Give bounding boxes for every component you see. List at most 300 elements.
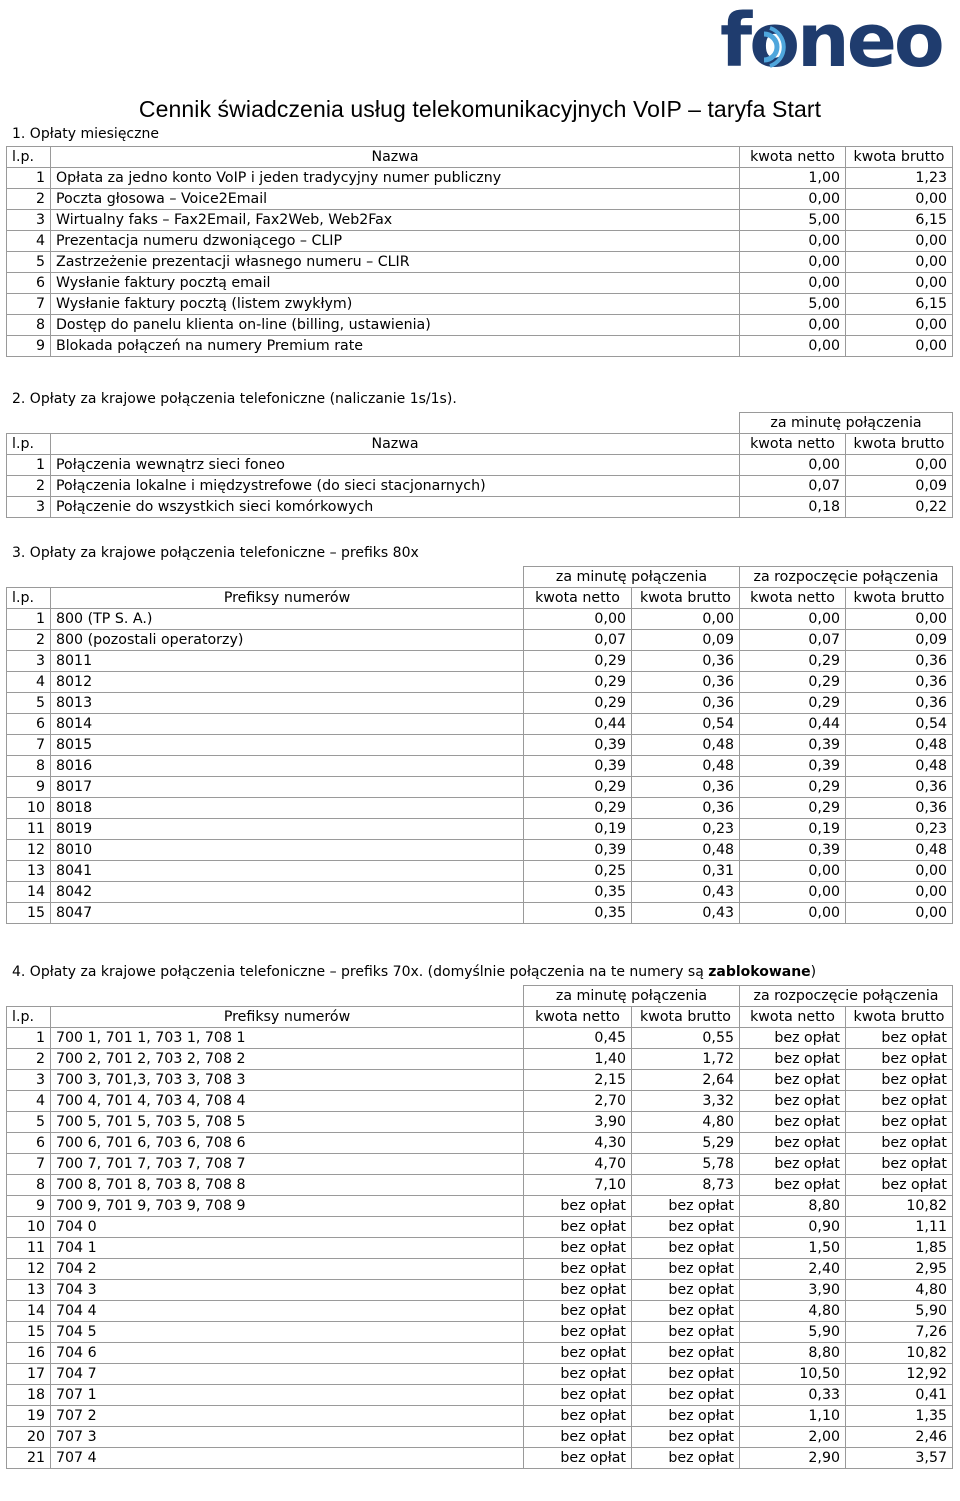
price-value: 10,82 bbox=[846, 1196, 953, 1217]
price-value: 0,29 bbox=[524, 693, 632, 714]
row-number: 9 bbox=[7, 336, 51, 357]
price-value: bez opłat bbox=[632, 1322, 740, 1343]
item-name: Prezentacja numeru dzwoniącego – CLIP bbox=[51, 231, 740, 252]
price-value: 1,40 bbox=[524, 1049, 632, 1070]
item-name: 704 1 bbox=[51, 1238, 524, 1259]
section-4-title bbox=[12, 964, 816, 980]
blank-cell bbox=[7, 986, 524, 1007]
row-number: 9 bbox=[7, 1196, 51, 1217]
column-header-row bbox=[7, 1007, 953, 1028]
item-name: 707 3 bbox=[51, 1427, 524, 1448]
table-row bbox=[7, 1049, 953, 1070]
table-row bbox=[7, 756, 953, 777]
row-number: 18 bbox=[7, 1385, 51, 1406]
prefix-70x-table bbox=[6, 985, 953, 1469]
price-value: bez opłat bbox=[632, 1217, 740, 1238]
price-value: 0,29 bbox=[740, 693, 846, 714]
price-value: 0,00 bbox=[740, 882, 846, 903]
section-1-title: 1. Opłaty miesięczne bbox=[12, 126, 159, 142]
section-4-title-bold: zablokowane bbox=[708, 964, 811, 980]
price-value: bez opłat bbox=[524, 1427, 632, 1448]
blank-cell bbox=[7, 413, 740, 434]
blank-cell bbox=[7, 567, 524, 588]
price-value: bez opłat bbox=[524, 1343, 632, 1364]
column-header: kwota brutto bbox=[846, 588, 953, 609]
table-row bbox=[7, 1112, 953, 1133]
price-value: 0,07 bbox=[524, 630, 632, 651]
row-number: 7 bbox=[7, 1154, 51, 1175]
item-name: 704 2 bbox=[51, 1259, 524, 1280]
row-number: 17 bbox=[7, 1364, 51, 1385]
item-name: 8042 bbox=[51, 882, 524, 903]
price-value: 0,39 bbox=[524, 735, 632, 756]
section-4-title-end: ) bbox=[810, 964, 817, 980]
row-number: 9 bbox=[7, 777, 51, 798]
price-value: bez opłat bbox=[524, 1364, 632, 1385]
price-value: 0,09 bbox=[632, 630, 740, 651]
price-value: 0,36 bbox=[632, 672, 740, 693]
price-value: bez opłat bbox=[740, 1070, 846, 1091]
price-value: 0,00 bbox=[846, 273, 953, 294]
domestic-calls-table bbox=[6, 412, 953, 518]
price-value: 0,36 bbox=[632, 651, 740, 672]
price-value: 0,29 bbox=[740, 798, 846, 819]
table-row bbox=[7, 1385, 953, 1406]
price-value: 0,29 bbox=[740, 672, 846, 693]
price-value: 0,48 bbox=[846, 840, 953, 861]
table-row bbox=[7, 861, 953, 882]
price-value: 0,43 bbox=[632, 903, 740, 924]
item-name: 8019 bbox=[51, 819, 524, 840]
row-number: 13 bbox=[7, 1280, 51, 1301]
table-row bbox=[7, 1343, 953, 1364]
price-value: 2,46 bbox=[846, 1427, 953, 1448]
item-name: Blokada połączeń na numery Premium rate bbox=[51, 336, 740, 357]
price-value: 0,19 bbox=[524, 819, 632, 840]
price-value: 0,00 bbox=[740, 315, 846, 336]
price-value: 0,36 bbox=[632, 777, 740, 798]
column-header: kwota netto bbox=[524, 1007, 632, 1028]
item-name: 704 3 bbox=[51, 1280, 524, 1301]
item-name: Opłata za jedno konto VoIP i jeden tradycyjny numer publiczny bbox=[51, 168, 740, 189]
price-value: 2,00 bbox=[740, 1427, 846, 1448]
item-name: 700 5, 701 5, 703 5, 708 5 bbox=[51, 1112, 524, 1133]
price-value: 0,35 bbox=[524, 903, 632, 924]
table-row bbox=[7, 1448, 953, 1469]
price-value: 0,29 bbox=[740, 777, 846, 798]
price-value: 0,55 bbox=[632, 1028, 740, 1049]
row-number: 10 bbox=[7, 798, 51, 819]
table-row bbox=[7, 1406, 953, 1427]
price-value: 5,00 bbox=[740, 294, 846, 315]
price-value: 0,39 bbox=[740, 735, 846, 756]
item-name: 8010 bbox=[51, 840, 524, 861]
item-name: 8016 bbox=[51, 756, 524, 777]
price-value: 1,00 bbox=[740, 168, 846, 189]
price-value: 0,09 bbox=[846, 630, 953, 651]
price-value: 0,00 bbox=[846, 252, 953, 273]
column-header-row bbox=[7, 588, 953, 609]
row-number: 6 bbox=[7, 714, 51, 735]
price-value: 0,07 bbox=[740, 630, 846, 651]
row-number: 20 bbox=[7, 1427, 51, 1448]
price-value: 0,31 bbox=[632, 861, 740, 882]
price-value: bez opłat bbox=[524, 1322, 632, 1343]
price-value: bez opłat bbox=[846, 1070, 953, 1091]
table-row bbox=[7, 777, 953, 798]
table-row bbox=[7, 1091, 953, 1112]
column-header: l.p. bbox=[7, 434, 51, 455]
group-header-row bbox=[7, 413, 953, 434]
price-value: 0,00 bbox=[846, 315, 953, 336]
item-name: 704 4 bbox=[51, 1301, 524, 1322]
price-value: 10,82 bbox=[846, 1343, 953, 1364]
row-number: 3 bbox=[7, 497, 51, 518]
price-value: 0,00 bbox=[846, 455, 953, 476]
price-value: 0,29 bbox=[524, 672, 632, 693]
column-header: Nazwa bbox=[51, 434, 740, 455]
group-header: za minutę połączenia bbox=[740, 413, 953, 434]
row-number: 6 bbox=[7, 273, 51, 294]
group-header-per-minute: za minutę połączenia bbox=[524, 986, 740, 1007]
price-value: 8,73 bbox=[632, 1175, 740, 1196]
price-value: 8,80 bbox=[740, 1343, 846, 1364]
column-header-row bbox=[7, 147, 953, 168]
price-value: bez opłat bbox=[740, 1175, 846, 1196]
price-value: bez opłat bbox=[740, 1133, 846, 1154]
price-value: bez opłat bbox=[740, 1049, 846, 1070]
price-value: bez opłat bbox=[846, 1133, 953, 1154]
price-value: 6,15 bbox=[846, 210, 953, 231]
price-value: 0,36 bbox=[846, 651, 953, 672]
table-row bbox=[7, 1154, 953, 1175]
price-value: 0,18 bbox=[740, 497, 846, 518]
price-value: 0,00 bbox=[740, 252, 846, 273]
price-value: 0,54 bbox=[632, 714, 740, 735]
price-value: 0,33 bbox=[740, 1385, 846, 1406]
price-value: 2,64 bbox=[632, 1070, 740, 1091]
row-number: 2 bbox=[7, 476, 51, 497]
price-value: bez opłat bbox=[740, 1028, 846, 1049]
price-value: 3,90 bbox=[524, 1112, 632, 1133]
price-value: 0,23 bbox=[846, 819, 953, 840]
table-row bbox=[7, 1364, 953, 1385]
row-number: 21 bbox=[7, 1448, 51, 1469]
column-header: kwota brutto bbox=[846, 147, 953, 168]
price-value: 2,90 bbox=[740, 1448, 846, 1469]
table-row bbox=[7, 1280, 953, 1301]
price-value: bez opłat bbox=[524, 1259, 632, 1280]
table-row bbox=[7, 1301, 953, 1322]
item-name: 8018 bbox=[51, 798, 524, 819]
item-name: 8017 bbox=[51, 777, 524, 798]
row-number: 2 bbox=[7, 1049, 51, 1070]
price-value: 5,90 bbox=[846, 1301, 953, 1322]
column-header: l.p. bbox=[7, 588, 51, 609]
column-header-row bbox=[7, 434, 953, 455]
item-name: 8041 bbox=[51, 861, 524, 882]
price-value: 0,48 bbox=[632, 840, 740, 861]
column-header: kwota netto bbox=[740, 147, 846, 168]
row-number: 1 bbox=[7, 1028, 51, 1049]
item-name: 800 (TP S. A.) bbox=[51, 609, 524, 630]
column-header: kwota netto bbox=[740, 434, 846, 455]
item-name: 700 7, 701 7, 703 7, 708 7 bbox=[51, 1154, 524, 1175]
price-value: bez opłat bbox=[632, 1301, 740, 1322]
row-number: 2 bbox=[7, 630, 51, 651]
price-value: bez opłat bbox=[632, 1427, 740, 1448]
column-header: kwota brutto bbox=[632, 1007, 740, 1028]
table-row bbox=[7, 903, 953, 924]
table-row bbox=[7, 455, 953, 476]
price-value: 0,00 bbox=[740, 189, 846, 210]
price-value: 0,41 bbox=[846, 1385, 953, 1406]
table-row bbox=[7, 168, 953, 189]
column-header: l.p. bbox=[7, 147, 51, 168]
item-name: Połączenia wewnątrz sieci foneo bbox=[51, 455, 740, 476]
column-header: kwota brutto bbox=[846, 1007, 953, 1028]
item-name: 700 8, 701 8, 703 8, 708 8 bbox=[51, 1175, 524, 1196]
item-name: Poczta głosowa – Voice2Email bbox=[51, 189, 740, 210]
price-value: 0,36 bbox=[846, 777, 953, 798]
price-value: bez opłat bbox=[632, 1238, 740, 1259]
table-row bbox=[7, 693, 953, 714]
table-row bbox=[7, 1217, 953, 1238]
column-header: kwota brutto bbox=[846, 434, 953, 455]
price-value: 0,90 bbox=[740, 1217, 846, 1238]
row-number: 15 bbox=[7, 903, 51, 924]
price-value: bez opłat bbox=[524, 1280, 632, 1301]
price-value: bez opłat bbox=[846, 1049, 953, 1070]
price-value: 0,29 bbox=[524, 651, 632, 672]
table-row bbox=[7, 1028, 953, 1049]
price-value: 0,44 bbox=[524, 714, 632, 735]
price-value: 10,50 bbox=[740, 1364, 846, 1385]
table-row bbox=[7, 1259, 953, 1280]
price-value: bez opłat bbox=[524, 1448, 632, 1469]
price-value: bez opłat bbox=[632, 1406, 740, 1427]
item-name: 8012 bbox=[51, 672, 524, 693]
item-name: Połączenie do wszystkich sieci komórkowych bbox=[51, 497, 740, 518]
table-row bbox=[7, 630, 953, 651]
price-value: 1,72 bbox=[632, 1049, 740, 1070]
price-value: 7,10 bbox=[524, 1175, 632, 1196]
price-value: 4,80 bbox=[632, 1112, 740, 1133]
price-value: 0,44 bbox=[740, 714, 846, 735]
foneo-logo bbox=[720, 4, 952, 72]
price-value: 0,39 bbox=[740, 840, 846, 861]
price-value: 0,39 bbox=[524, 756, 632, 777]
price-value: 0,48 bbox=[846, 735, 953, 756]
price-value: 0,00 bbox=[740, 861, 846, 882]
price-value: bez opłat bbox=[632, 1196, 740, 1217]
price-value: 4,80 bbox=[740, 1301, 846, 1322]
price-value: 4,30 bbox=[524, 1133, 632, 1154]
price-value: 0,00 bbox=[846, 189, 953, 210]
price-value: 0,36 bbox=[846, 672, 953, 693]
price-value: bez opłat bbox=[524, 1238, 632, 1259]
table-row bbox=[7, 1238, 953, 1259]
price-value: 0,29 bbox=[740, 651, 846, 672]
table-row bbox=[7, 1070, 953, 1091]
row-number: 4 bbox=[7, 672, 51, 693]
group-header-connection: za rozpoczęcie połączenia bbox=[740, 986, 953, 1007]
price-value: bez opłat bbox=[524, 1217, 632, 1238]
row-number: 19 bbox=[7, 1406, 51, 1427]
row-number: 4 bbox=[7, 1091, 51, 1112]
table-row bbox=[7, 1322, 953, 1343]
price-value: 0,00 bbox=[740, 336, 846, 357]
item-name: 707 2 bbox=[51, 1406, 524, 1427]
price-value: 5,00 bbox=[740, 210, 846, 231]
item-name: 700 2, 701 2, 703 2, 708 2 bbox=[51, 1049, 524, 1070]
price-value: bez opłat bbox=[846, 1175, 953, 1196]
item-name: 8047 bbox=[51, 903, 524, 924]
price-value: 0,09 bbox=[846, 476, 953, 497]
row-number: 16 bbox=[7, 1343, 51, 1364]
price-value: 0,07 bbox=[740, 476, 846, 497]
row-number: 1 bbox=[7, 168, 51, 189]
price-value: bez opłat bbox=[632, 1343, 740, 1364]
price-value: bez opłat bbox=[632, 1385, 740, 1406]
price-value: 5,90 bbox=[740, 1322, 846, 1343]
price-value: 0,22 bbox=[846, 497, 953, 518]
section-3-title: 3. Opłaty za krajowe połączenia telefoniczne – prefiks 80x bbox=[12, 545, 419, 561]
price-value: bez opłat bbox=[846, 1091, 953, 1112]
price-value: 3,57 bbox=[846, 1448, 953, 1469]
table-row bbox=[7, 1196, 953, 1217]
table-row bbox=[7, 476, 953, 497]
price-value: 1,10 bbox=[740, 1406, 846, 1427]
column-header: Nazwa bbox=[51, 147, 740, 168]
group-header-row bbox=[7, 567, 953, 588]
row-number: 6 bbox=[7, 1133, 51, 1154]
table-row bbox=[7, 840, 953, 861]
price-value: bez opłat bbox=[632, 1280, 740, 1301]
table-row bbox=[7, 231, 953, 252]
price-value: 6,15 bbox=[846, 294, 953, 315]
item-name: Wysłanie faktury pocztą (listem zwykłym) bbox=[51, 294, 740, 315]
price-value: bez opłat bbox=[740, 1154, 846, 1175]
table-row bbox=[7, 252, 953, 273]
table-row bbox=[7, 735, 953, 756]
row-number: 7 bbox=[7, 735, 51, 756]
item-name: 707 1 bbox=[51, 1385, 524, 1406]
item-name: 8014 bbox=[51, 714, 524, 735]
price-value: 1,50 bbox=[740, 1238, 846, 1259]
table-row bbox=[7, 497, 953, 518]
table-row bbox=[7, 336, 953, 357]
item-name: 704 5 bbox=[51, 1322, 524, 1343]
row-number: 2 bbox=[7, 189, 51, 210]
monthly-fees-table bbox=[6, 146, 953, 357]
group-header-connection: za rozpoczęcie połączenia bbox=[740, 567, 953, 588]
row-number: 3 bbox=[7, 651, 51, 672]
price-value: bez opłat bbox=[740, 1091, 846, 1112]
price-value: 0,00 bbox=[740, 231, 846, 252]
table-row bbox=[7, 714, 953, 735]
row-number: 12 bbox=[7, 840, 51, 861]
row-number: 1 bbox=[7, 609, 51, 630]
price-value: bez opłat bbox=[846, 1154, 953, 1175]
row-number: 5 bbox=[7, 693, 51, 714]
price-value: 0,00 bbox=[846, 231, 953, 252]
row-number: 15 bbox=[7, 1322, 51, 1343]
row-number: 5 bbox=[7, 1112, 51, 1133]
column-header: Prefiksy numerów bbox=[51, 1007, 524, 1028]
row-number: 4 bbox=[7, 231, 51, 252]
table-row bbox=[7, 651, 953, 672]
price-value: 5,78 bbox=[632, 1154, 740, 1175]
price-value: 0,00 bbox=[846, 609, 953, 630]
row-number: 14 bbox=[7, 882, 51, 903]
price-value: 0,00 bbox=[846, 336, 953, 357]
price-value: bez opłat bbox=[524, 1406, 632, 1427]
price-value: bez opłat bbox=[524, 1196, 632, 1217]
row-number: 12 bbox=[7, 1259, 51, 1280]
price-value: 0,29 bbox=[524, 798, 632, 819]
table-row bbox=[7, 1133, 953, 1154]
row-number: 13 bbox=[7, 861, 51, 882]
price-value: bez opłat bbox=[524, 1385, 632, 1406]
price-value: 0,00 bbox=[740, 903, 846, 924]
price-value: 0,39 bbox=[740, 756, 846, 777]
prefix-80x-table bbox=[6, 566, 953, 924]
price-value: 7,26 bbox=[846, 1322, 953, 1343]
item-name: 8013 bbox=[51, 693, 524, 714]
price-value: 4,80 bbox=[846, 1280, 953, 1301]
section-2-title: 2. Opłaty za krajowe połączenia telefoniczne (naliczanie 1s/1s). bbox=[12, 391, 457, 407]
row-number: 8 bbox=[7, 756, 51, 777]
price-value: 0,48 bbox=[632, 756, 740, 777]
price-value: 0,23 bbox=[632, 819, 740, 840]
row-number: 14 bbox=[7, 1301, 51, 1322]
item-name: Dostęp do panelu klienta on-line (billing, ustawienia) bbox=[51, 315, 740, 336]
price-value: 1,35 bbox=[846, 1406, 953, 1427]
group-header-row bbox=[7, 986, 953, 1007]
table-row bbox=[7, 672, 953, 693]
price-value: 0,29 bbox=[524, 777, 632, 798]
item-name: Połączenia lokalne i międzystrefowe (do sieci stacjonarnych) bbox=[51, 476, 740, 497]
item-name: 700 3, 701,3, 703 3, 708 3 bbox=[51, 1070, 524, 1091]
price-value: 0,00 bbox=[632, 609, 740, 630]
price-value: 3,32 bbox=[632, 1091, 740, 1112]
table-row bbox=[7, 1427, 953, 1448]
table-row bbox=[7, 609, 953, 630]
price-value: 0,36 bbox=[632, 798, 740, 819]
column-header: l.p. bbox=[7, 1007, 51, 1028]
item-name: Zastrzeżenie prezentacji własnego numeru – CLIR bbox=[51, 252, 740, 273]
price-value: bez opłat bbox=[524, 1301, 632, 1322]
price-value: bez opłat bbox=[632, 1259, 740, 1280]
row-number: 7 bbox=[7, 294, 51, 315]
price-value: 0,35 bbox=[524, 882, 632, 903]
row-number: 5 bbox=[7, 252, 51, 273]
price-value: 0,45 bbox=[524, 1028, 632, 1049]
table-row bbox=[7, 819, 953, 840]
row-number: 3 bbox=[7, 210, 51, 231]
price-value: bez opłat bbox=[846, 1112, 953, 1133]
table-row bbox=[7, 315, 953, 336]
price-value: 0,48 bbox=[846, 756, 953, 777]
price-value: 0,00 bbox=[846, 861, 953, 882]
row-number: 3 bbox=[7, 1070, 51, 1091]
item-name: 700 9, 701 9, 703 9, 708 9 bbox=[51, 1196, 524, 1217]
table-row bbox=[7, 798, 953, 819]
group-header-per-minute: za minutę połączenia bbox=[524, 567, 740, 588]
item-name: 704 7 bbox=[51, 1364, 524, 1385]
price-value: 2,40 bbox=[740, 1259, 846, 1280]
